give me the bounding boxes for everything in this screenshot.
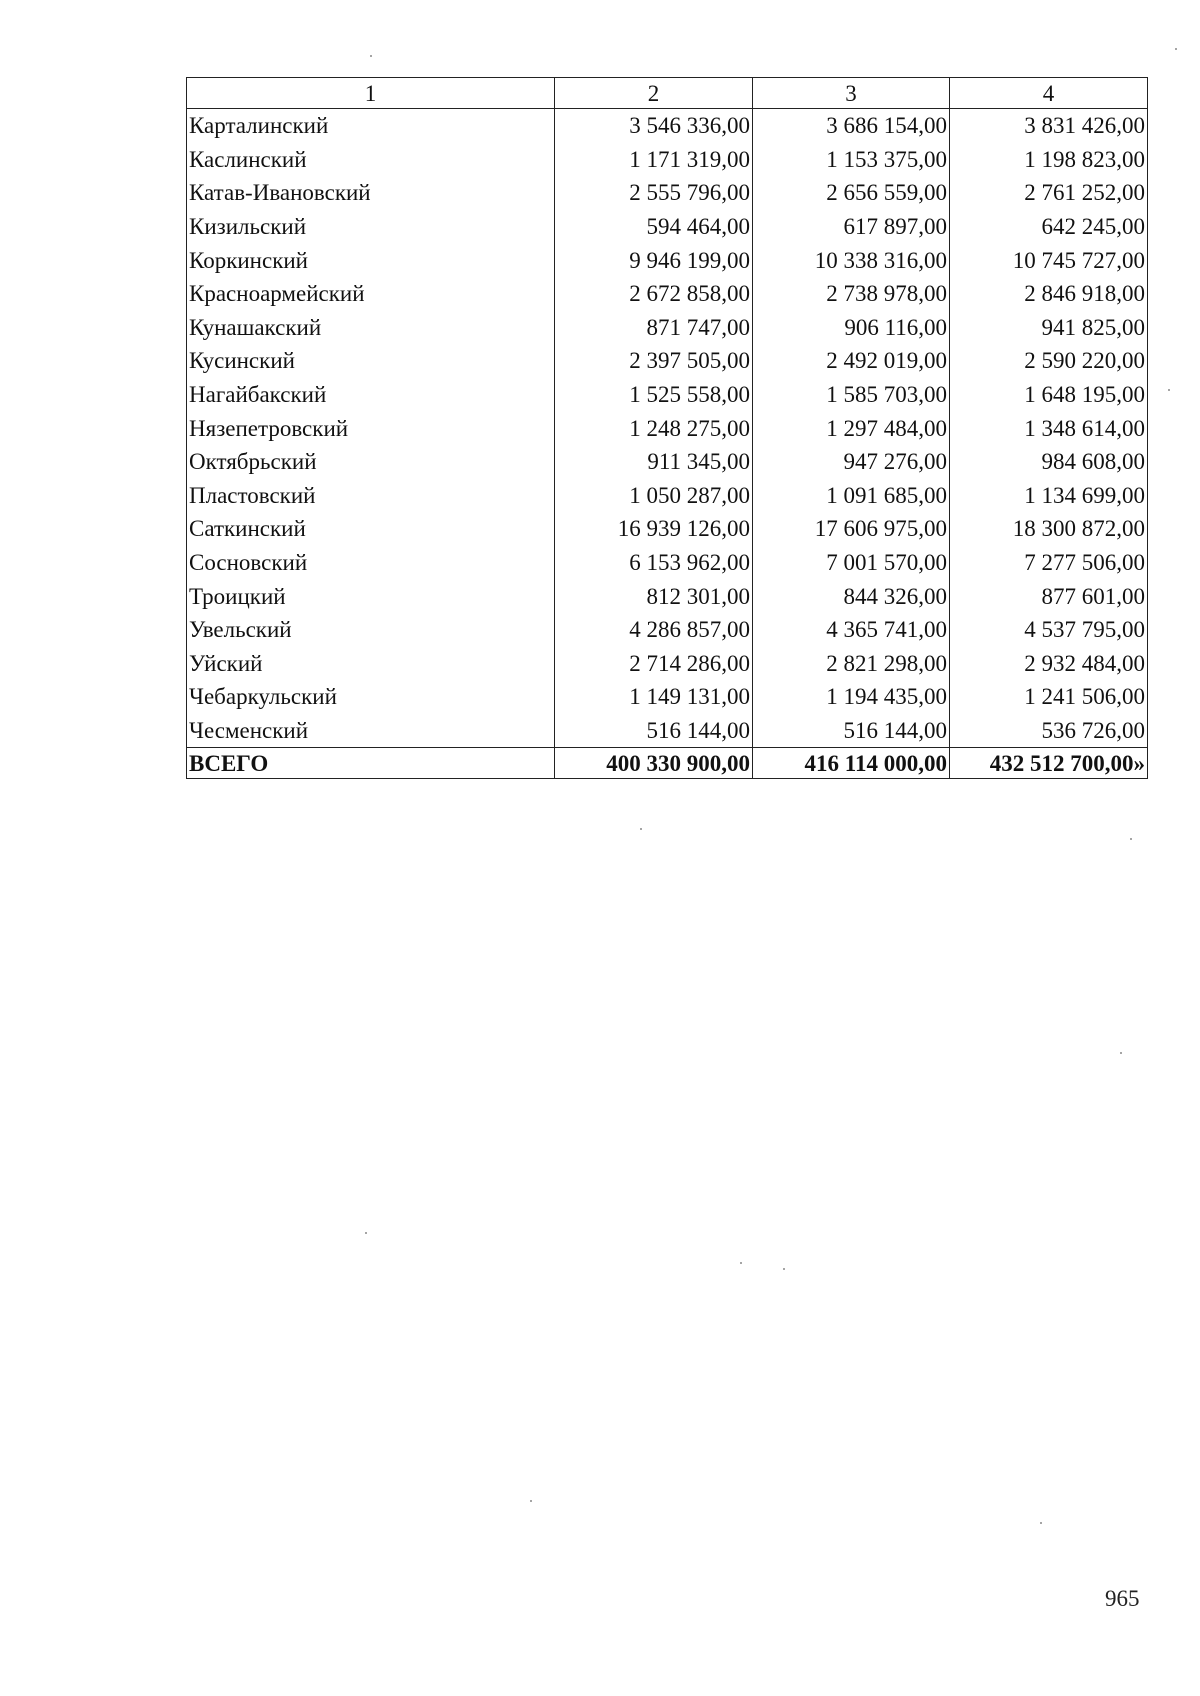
table-row (187, 311, 1148, 345)
amount-col-3: 2 738 978,00 (753, 277, 950, 311)
amount-col-3: 1 194 435,00 (753, 680, 950, 714)
district-name: Уйский (187, 647, 555, 681)
scan-speck (783, 1268, 785, 1270)
total-value-2: 400 330 900,00 (555, 748, 753, 779)
column-header-2: 2 (555, 78, 753, 109)
scan-speck (640, 828, 642, 830)
amount-col-2: 516 144,00 (555, 714, 753, 748)
amount-col-4: 7 277 506,00 (950, 546, 1148, 580)
district-name: Нязепетровский (187, 411, 555, 445)
district-name: Нагайбакский (187, 378, 555, 412)
total-value-3: 416 114 000,00 (753, 748, 950, 779)
table-row (187, 411, 1148, 445)
amount-col-2: 2 672 858,00 (555, 277, 753, 311)
amount-col-3: 7 001 570,00 (753, 546, 950, 580)
table-row (187, 546, 1148, 580)
amount-col-2: 1 149 131,00 (555, 680, 753, 714)
amount-col-4: 3 831 426,00 (950, 109, 1148, 143)
amount-col-2: 6 153 962,00 (555, 546, 753, 580)
header-row (187, 78, 1148, 109)
district-name: Кизильский (187, 210, 555, 244)
district-name: Пластовский (187, 479, 555, 513)
amount-col-3: 4 365 741,00 (753, 613, 950, 647)
district-name: Карталинский (187, 109, 555, 143)
amount-col-2: 1 248 275,00 (555, 411, 753, 445)
amount-col-3: 617 897,00 (753, 210, 950, 244)
amount-col-2: 1 171 319,00 (555, 143, 753, 177)
district-name: Сосновский (187, 546, 555, 580)
table-row (187, 277, 1148, 311)
table-row (187, 210, 1148, 244)
amount-col-2: 1 050 287,00 (555, 479, 753, 513)
amount-col-3: 2 492 019,00 (753, 344, 950, 378)
scan-speck (365, 1232, 367, 1234)
amount-col-2: 812 301,00 (555, 579, 753, 613)
page-number: 965 (1105, 1586, 1140, 1611)
table-row (187, 344, 1148, 378)
column-header-4: 4 (950, 78, 1148, 109)
amount-col-3: 1 153 375,00 (753, 143, 950, 177)
amount-col-4: 2 761 252,00 (950, 176, 1148, 210)
scan-speck (530, 1500, 532, 1502)
amount-col-3: 1 297 484,00 (753, 411, 950, 445)
amount-col-4: 877 601,00 (950, 579, 1148, 613)
total-value-4: 432 512 700,00» (950, 748, 1148, 779)
table-row (187, 445, 1148, 479)
amount-col-4: 2 932 484,00 (950, 647, 1148, 681)
amount-col-2: 4 286 857,00 (555, 613, 753, 647)
table-body (187, 109, 1148, 748)
district-name: Троицкий (187, 579, 555, 613)
scan-speck (1130, 838, 1132, 840)
district-name: Октябрьский (187, 445, 555, 479)
district-name: Каслинский (187, 143, 555, 177)
amount-col-4: 10 745 727,00 (950, 243, 1148, 277)
table-row (187, 479, 1148, 513)
amount-col-4: 984 608,00 (950, 445, 1148, 479)
amount-col-2: 3 546 336,00 (555, 109, 753, 143)
amount-col-3: 2 821 298,00 (753, 647, 950, 681)
amount-col-2: 2 397 505,00 (555, 344, 753, 378)
table-row (187, 647, 1148, 681)
amount-col-3: 906 116,00 (753, 311, 950, 345)
district-name: Увельский (187, 613, 555, 647)
scan-speck (1168, 389, 1170, 391)
amount-col-2: 594 464,00 (555, 210, 753, 244)
amount-col-4: 4 537 795,00 (950, 613, 1148, 647)
amount-col-4: 18 300 872,00 (950, 512, 1148, 546)
district-name: Саткинский (187, 512, 555, 546)
table-row (187, 512, 1148, 546)
amount-col-2: 911 345,00 (555, 445, 753, 479)
total-label: ВСЕГО (187, 748, 555, 779)
district-name: Чесменский (187, 714, 555, 748)
amount-col-4: 642 245,00 (950, 210, 1148, 244)
amount-col-3: 10 338 316,00 (753, 243, 950, 277)
amount-col-4: 2 590 220,00 (950, 344, 1148, 378)
table-row (187, 613, 1148, 647)
amount-col-4: 1 241 506,00 (950, 680, 1148, 714)
scan-speck (1120, 1052, 1122, 1054)
table-row (187, 680, 1148, 714)
amount-col-3: 1 091 685,00 (753, 479, 950, 513)
table-row (187, 243, 1148, 277)
amount-col-3: 844 326,00 (753, 579, 950, 613)
scan-speck (1175, 48, 1177, 50)
amount-col-2: 1 525 558,00 (555, 378, 753, 412)
amount-col-3: 516 144,00 (753, 714, 950, 748)
amount-col-2: 871 747,00 (555, 311, 753, 345)
scan-speck (1040, 1522, 1042, 1524)
column-header-1: 1 (187, 78, 555, 109)
district-name: Кунашакский (187, 311, 555, 345)
scan-speck (370, 55, 372, 57)
amount-col-3: 947 276,00 (753, 445, 950, 479)
total-row (187, 748, 1148, 779)
amount-col-4: 536 726,00 (950, 714, 1148, 748)
district-name: Чебаркульский (187, 680, 555, 714)
amount-col-4: 1 648 195,00 (950, 378, 1148, 412)
amount-col-4: 941 825,00 (950, 311, 1148, 345)
amount-col-3: 2 656 559,00 (753, 176, 950, 210)
amount-col-2: 2 714 286,00 (555, 647, 753, 681)
table-row (187, 579, 1148, 613)
budget-table (186, 77, 1148, 779)
amount-col-3: 1 585 703,00 (753, 378, 950, 412)
amount-col-3: 17 606 975,00 (753, 512, 950, 546)
amount-col-4: 1 134 699,00 (950, 479, 1148, 513)
amount-col-4: 1 348 614,00 (950, 411, 1148, 445)
district-name: Коркинский (187, 243, 555, 277)
column-header-3: 3 (753, 78, 950, 109)
district-name: Кусинский (187, 344, 555, 378)
table-row (187, 378, 1148, 412)
scan-speck (740, 1262, 742, 1264)
amount-col-4: 2 846 918,00 (950, 277, 1148, 311)
amount-col-2: 9 946 199,00 (555, 243, 753, 277)
table-row (187, 714, 1148, 748)
amount-col-3: 3 686 154,00 (753, 109, 950, 143)
district-name: Красноармейский (187, 277, 555, 311)
district-name: Катав-Ивановский (187, 176, 555, 210)
amount-col-4: 1 198 823,00 (950, 143, 1148, 177)
amount-col-2: 2 555 796,00 (555, 176, 753, 210)
table-row (187, 109, 1148, 143)
amount-col-2: 16 939 126,00 (555, 512, 753, 546)
table-row (187, 143, 1148, 177)
table-row (187, 176, 1148, 210)
